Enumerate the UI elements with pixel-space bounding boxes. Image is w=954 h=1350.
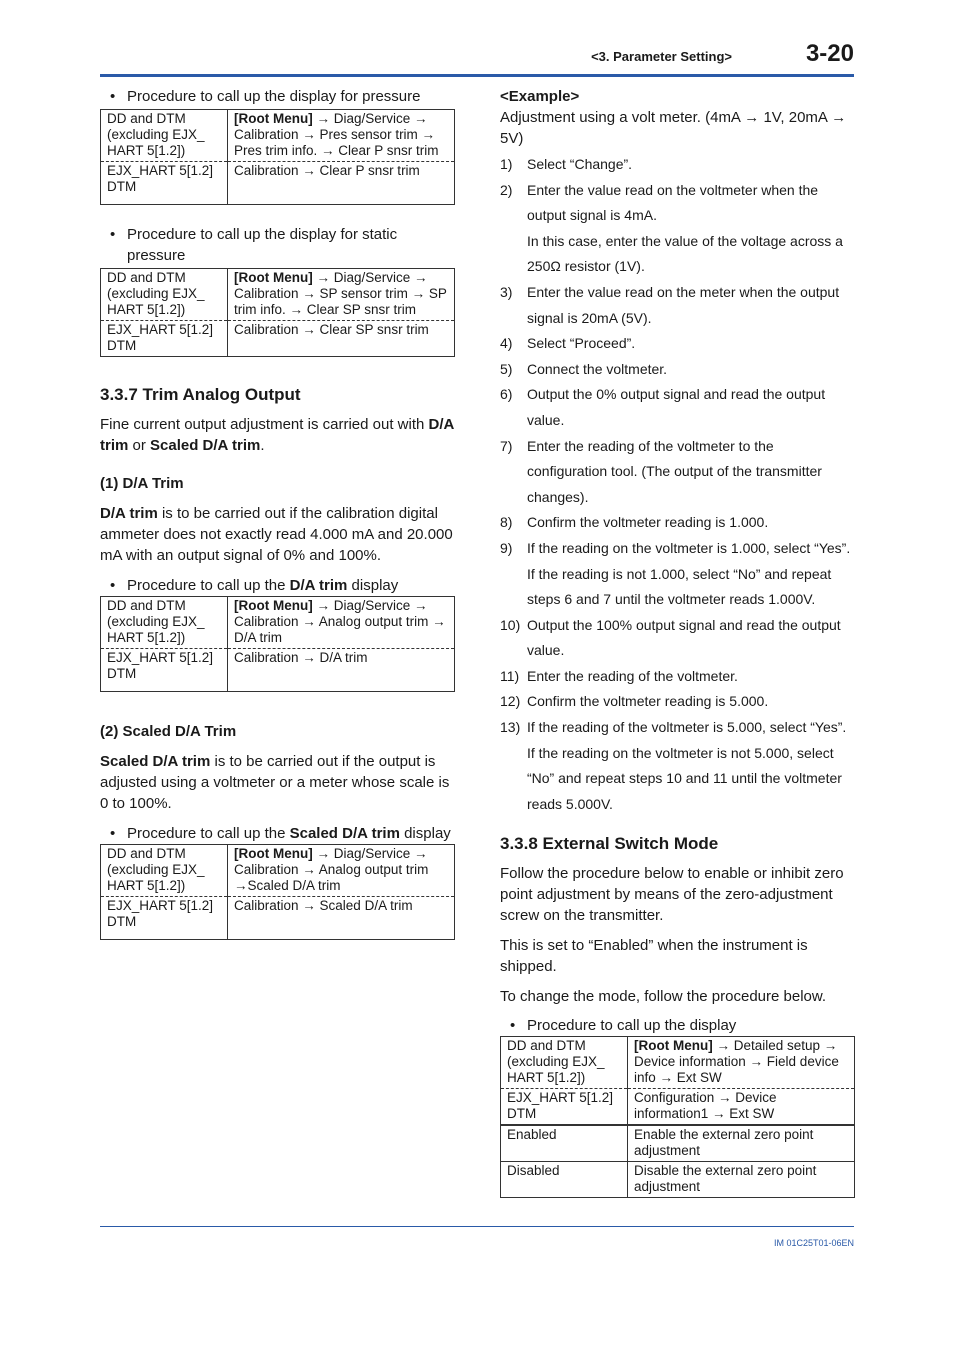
list-item <box>500 280 855 331</box>
list-item <box>500 664 855 690</box>
table-cell-label: EJX_HART 5[1.2] DTM <box>101 649 228 692</box>
example-intro: Adjustment using a volt meter. (4mA → 1V, 20mA → 5V) <box>500 109 847 147</box>
list-item <box>500 689 855 715</box>
step-number: 7) <box>500 437 513 454</box>
list-item <box>500 536 855 562</box>
list-item <box>500 229 855 280</box>
left-column <box>100 86 455 940</box>
list-item <box>500 613 855 664</box>
table-cell-label: EJX_HART 5[1.2] DTM <box>501 1089 628 1126</box>
scaled-da-trim-procedure-table <box>100 844 455 940</box>
table-cell-path: Configuration → Device information1 → Ext SW <box>628 1089 855 1126</box>
step-text: If the reading on the voltmeter is 1.000, select “Yes”. <box>527 539 851 556</box>
step-number: 10) <box>500 616 521 633</box>
table-cell-description: Enable the external zero point adjustment <box>628 1125 855 1162</box>
table-cell-label: EJX_HART 5[1.2] DTM <box>101 162 228 205</box>
list-item <box>500 152 855 178</box>
step-text: Connect the voltmeter. <box>527 360 668 377</box>
list-item <box>500 357 855 383</box>
step-number: 11) <box>500 667 520 684</box>
list-item <box>500 331 855 357</box>
pressure-bullet: • Procedure to call up the display for pressure <box>100 86 455 107</box>
table-cell-path: [Root Menu] → Diag/Service → Calibration → Analog output trim → D/A trim <box>228 597 455 649</box>
step-number: 8) <box>500 514 513 531</box>
da-trim-paragraph: D/A trim is to be carried out if the calibration digital ammeter does not exactly read 4.000 mA and 20.000 mA with an output signal of 0% and 100%. <box>100 505 453 564</box>
table-cell-label: Enabled <box>501 1125 628 1162</box>
step-number: 5) <box>500 360 513 377</box>
static-pressure-bullet: • Procedure to call up the display for static pressure <box>100 224 455 266</box>
step-text: In this case, enter the value of the voltage across a 250Ω resistor (1V). <box>527 232 843 275</box>
step-text: Enter the value read on the meter when the output signal is 20mA (5V). <box>527 283 840 326</box>
step-number: 4) <box>500 335 513 352</box>
step-text: Output the 100% output signal and read the output value. <box>527 616 841 659</box>
scaled-da-trim-paragraph: Scaled D/A trim is to be carried out if the output is adjusted using a voltmeter or a meter whose scale is 0 to 100%. <box>100 753 450 812</box>
table-cell-path: Calibration → Scaled D/A trim <box>228 897 455 940</box>
document-id: IM 01C25T01-06EN <box>773 1238 854 1248</box>
step-number: 6) <box>500 386 513 403</box>
table-cell-path: [Root Menu] → Diag/Service → Calibration → Pres sensor trim → Pres trim info. → Clear P snsr trim <box>228 110 455 162</box>
list-item <box>500 434 855 511</box>
table-cell-label: DD and DTM (excluding EJX_ HART 5[1.2]) <box>101 845 228 897</box>
running-header-section: <3. Parameter Setting> <box>591 49 732 64</box>
step-text: Select “Proceed”. <box>527 335 636 352</box>
section-heading-trim-analog-output: 3.3.7 Trim Analog Output <box>100 385 301 404</box>
step-text: Enter the value read on the voltmeter when the output signal is 4mA. <box>527 181 819 224</box>
scaled-da-trim-bullet: • Procedure to call up the Scaled D/A trim display <box>100 823 455 844</box>
table-cell-label: DD and DTM (excluding EJX_ HART 5[1.2]) <box>101 597 228 649</box>
example-steps-list <box>500 152 855 817</box>
list-item <box>500 382 855 433</box>
static-pressure-procedure-table <box>100 268 455 357</box>
table-cell-path: [Root Menu] → Diag/Service → Calibration → Analog output trim →Scaled D/A trim <box>228 845 455 897</box>
table-cell-path: Calibration → Clear SP snsr trim <box>228 321 455 357</box>
section-heading-external-switch-mode: 3.3.8 External Switch Mode <box>500 834 719 854</box>
step-text: If the reading on the voltmeter is not 5.000, select “No” and repeat steps 10 and 11 until the voltmeter reads 5.000V. <box>527 744 842 812</box>
step-number: 1) <box>500 156 513 172</box>
table-cell-path: [Root Menu] → Diag/Service → Calibration → SP sensor trim → SP trim info. → Clear SP snsr trim <box>228 269 455 321</box>
table-cell-label: DD and DTM (excluding EJX_ HART 5[1.2]) <box>101 269 228 321</box>
page-number: 3-20 <box>805 40 854 67</box>
table-cell-label: EJX_HART 5[1.2] DTM <box>101 321 228 357</box>
step-text: Confirm the voltmeter reading is 1.000. <box>527 514 769 531</box>
da-trim-bullet: • Procedure to call up the D/A trim display <box>100 575 455 596</box>
external-switch-procedure-table <box>500 1036 855 1198</box>
external-switch-paragraph-2: This is set to “Enabled” when the instrument is shipped. <box>500 937 808 976</box>
step-text: Select “Change”. <box>527 156 633 172</box>
external-switch-paragraph-1: Follow the procedure below to enable or inhibit zero point adjustment by means of the zero-adjustment screw on the transmitter. <box>500 865 844 925</box>
list-item <box>500 178 855 229</box>
table-cell-path: [Root Menu] → Detailed setup → Device information → Field device info → Ext SW <box>628 1037 855 1089</box>
step-number: 13) <box>500 719 521 736</box>
list-item <box>500 741 855 818</box>
footer-rule <box>100 1226 854 1227</box>
table-cell-label: EJX_HART 5[1.2] DTM <box>101 897 228 940</box>
example-title: <Example> <box>500 88 580 105</box>
table-cell-label: Disabled <box>501 1162 628 1198</box>
step-text: Confirm the voltmeter reading is 5.000. <box>527 693 769 710</box>
da-trim-procedure-table <box>100 596 455 692</box>
table-cell-label: DD and DTM (excluding EJX_ HART 5[1.2]) <box>501 1037 628 1089</box>
list-item <box>500 562 855 613</box>
list-item <box>500 715 855 741</box>
step-text: Enter the reading of the voltmeter. <box>527 667 738 684</box>
step-number: 3) <box>500 283 513 300</box>
external-switch-bullet: • Procedure to call up the display <box>500 1015 855 1036</box>
header-rule <box>100 74 854 77</box>
step-number: 9) <box>500 539 513 556</box>
pressure-procedure-table <box>100 109 455 205</box>
table-cell-description: Disable the external zero point adjustment <box>628 1162 855 1198</box>
table-cell-label: DD and DTM (excluding EJX_ HART 5[1.2]) <box>101 110 228 162</box>
table-cell-path: Calibration → Clear P snsr trim <box>228 162 455 205</box>
trim-intro-paragraph: Fine current output adjustment is carried out with D/A trim or Scaled D/A trim. <box>100 416 454 454</box>
subheading-da-trim: (1) D/A Trim <box>100 475 184 492</box>
list-item <box>500 510 855 536</box>
step-number: 2) <box>500 181 513 198</box>
step-text: If the reading of the voltmeter is 5.000, select “Yes”. <box>527 719 847 736</box>
step-number: 12) <box>500 693 521 710</box>
step-text: If the reading is not 1.000, select “No” and repeat steps 6 and 7 until the voltmeter reads 1.000V. <box>527 565 832 608</box>
table-cell-path: Calibration → D/A trim <box>228 649 455 692</box>
subheading-scaled-da-trim: (2) Scaled D/A Trim <box>100 723 237 740</box>
step-text: Output the 0% output signal and read the output value. <box>527 386 826 428</box>
right-column <box>500 86 855 1198</box>
external-switch-paragraph-3: To change the mode, follow the procedure below. <box>500 988 827 1006</box>
step-text: Enter the reading of the voltmeter to the configuration tool. (The output of the transmitter changes). <box>527 437 822 505</box>
